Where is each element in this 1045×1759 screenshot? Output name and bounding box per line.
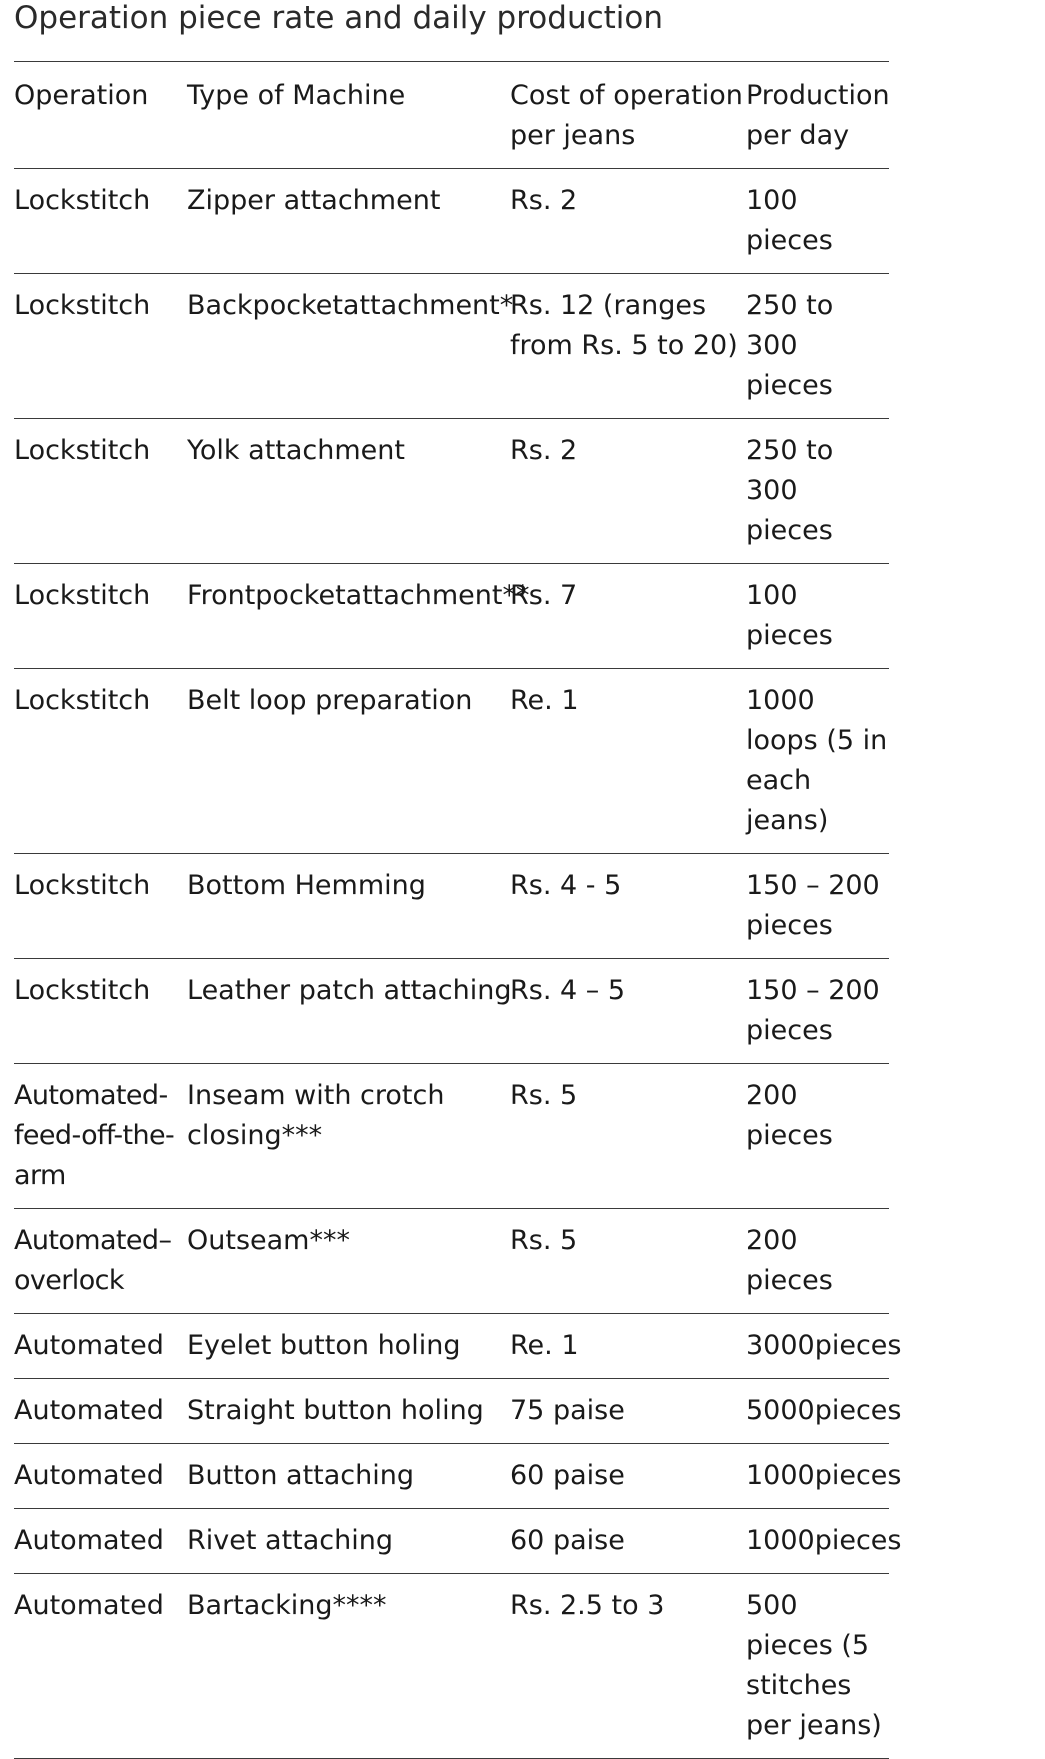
table-header-row <box>14 62 889 169</box>
cell-production: 100 pieces <box>746 564 889 669</box>
cell-cost: 60 paise <box>510 1509 746 1574</box>
cell-machine: Bottom Hemming <box>187 854 510 959</box>
operations-table <box>14 61 902 1759</box>
cell-cost: Re. 1 <box>510 669 746 854</box>
cell-production: 1000 loops (5 in each jeans) <box>746 669 889 854</box>
cell-production: 1000pieces <box>746 1509 889 1574</box>
cell-cost: 60 paise <box>510 1444 746 1509</box>
header-machine: Type of Machine <box>187 62 510 169</box>
table-row <box>14 274 889 419</box>
cell-production: 200 pieces <box>746 1209 889 1314</box>
header-operation: Operation <box>14 62 187 169</box>
table-row <box>14 1509 889 1574</box>
cell-machine: Backpocketattachment* <box>187 274 510 419</box>
cell-machine: Zipper attachment <box>187 169 510 274</box>
cell-machine: Outseam*** <box>187 1209 510 1314</box>
cell-operation: Automated–overlock <box>14 1209 187 1314</box>
cell-operation: Lockstitch <box>14 169 187 274</box>
cell-production: 150 – 200 pieces <box>746 959 889 1064</box>
cell-production: 200 pieces <box>746 1064 889 1209</box>
table-row <box>14 1209 889 1314</box>
cell-machine: Leather patch attaching <box>187 959 510 1064</box>
cell-production: 250 to 300 pieces <box>746 419 889 564</box>
table-row <box>14 1314 889 1379</box>
cell-machine: Yolk attachment <box>187 419 510 564</box>
cell-cost: Rs. 4 – 5 <box>510 959 746 1064</box>
cell-operation: Lockstitch <box>14 854 187 959</box>
cell-operation: Lockstitch <box>14 274 187 419</box>
table-row <box>14 1064 889 1209</box>
cell-production: 100 pieces <box>746 169 889 274</box>
cell-cost: Rs. 5 <box>510 1209 746 1314</box>
cell-production: 5000pieces <box>746 1379 889 1444</box>
cell-cost: Rs. 2.5 to 3 <box>510 1574 746 1759</box>
cell-cost: Rs. 7 <box>510 564 746 669</box>
cell-cost: Re. 1 <box>510 1314 746 1379</box>
cell-machine: Button attaching <box>187 1444 510 1509</box>
cell-production: 1000pieces <box>746 1444 889 1509</box>
cell-operation: Lockstitch <box>14 564 187 669</box>
cell-cost: Rs. 5 <box>510 1064 746 1209</box>
table-row <box>14 669 889 854</box>
cell-machine: Inseam with crotch closing*** <box>187 1064 510 1209</box>
cell-machine: Bartacking**** <box>187 1574 510 1759</box>
table-row <box>14 1574 889 1759</box>
cell-cost: 75 paise <box>510 1379 746 1444</box>
cell-cost: Rs. 4 - 5 <box>510 854 746 959</box>
cell-cost: Rs. 12 (ranges from Rs. 5 to 20) <box>510 274 746 419</box>
cell-operation: Lockstitch <box>14 419 187 564</box>
table-row <box>14 854 889 959</box>
cell-machine: Eyelet button holing <box>187 1314 510 1379</box>
cell-operation: Automated <box>14 1574 187 1759</box>
cell-machine: Frontpocketattachment** <box>187 564 510 669</box>
cell-production: 250 to 300 pieces <box>746 274 889 419</box>
cell-machine: Rivet attaching <box>187 1509 510 1574</box>
cell-production: 3000pieces <box>746 1314 889 1379</box>
cell-machine: Belt loop preparation <box>187 669 510 854</box>
table-row <box>14 564 889 669</box>
cell-operation: Automated <box>14 1509 187 1574</box>
cell-operation: Automated <box>14 1444 187 1509</box>
table-row <box>14 419 889 564</box>
table-row <box>14 959 889 1064</box>
cell-cost: Rs. 2 <box>510 419 746 564</box>
header-production: Production per day <box>746 62 889 169</box>
header-cost: Cost of operation per jeans <box>510 62 746 169</box>
table-title: Operation piece rate and daily production <box>14 0 664 36</box>
cell-production: 500 pieces (5 stitches per jeans) <box>746 1574 889 1759</box>
cell-cost: Rs. 2 <box>510 169 746 274</box>
cell-production: 150 – 200 pieces <box>746 854 889 959</box>
cell-operation: Automated <box>14 1314 187 1379</box>
table-row <box>14 1379 889 1444</box>
cell-operation: Lockstitch <box>14 959 187 1064</box>
cell-operation: Automated <box>14 1379 187 1444</box>
cell-machine: Straight button holing <box>187 1379 510 1444</box>
cell-operation: Lockstitch <box>14 669 187 854</box>
table-row <box>14 169 889 274</box>
table-row <box>14 1444 889 1509</box>
cell-operation: Automated-feed-off-the-arm <box>14 1064 187 1209</box>
